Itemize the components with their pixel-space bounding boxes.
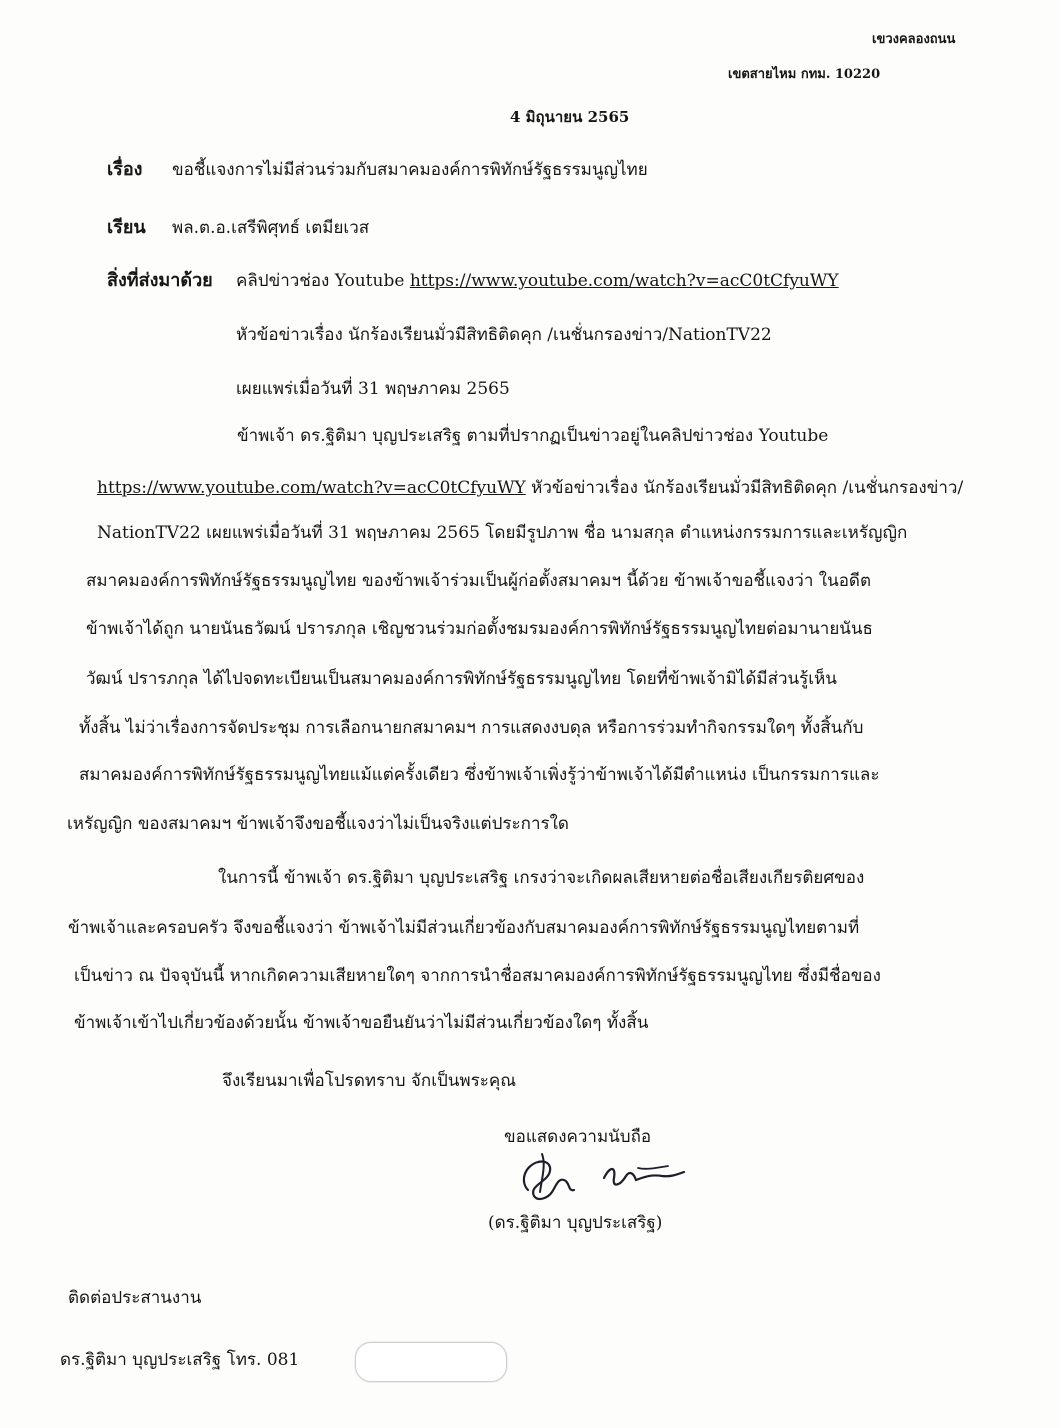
subject-text: ขอชี้แจงการไม่มีส่วนร่วมกับสมาคมองค์การพิทักษ์รัฐธรรมนูญไทย (172, 160, 648, 180)
enclosure-line-3: เผยแพร่เมื่อวันที่ 31 พฤษภาคม 2565 (236, 379, 510, 399)
para1-line-7: ทั้งสิ้น ไม่ว่าเรื่องการจัดประชุม การเลือกนายกสมาคมฯ การแสดงงบดุล หรือการร่วมทำกิจกรรมใดๆ ทั้งสิ้นกับ (79, 718, 864, 738)
para1-line-4: สมาคมองค์การพิทักษ์รัฐธรรมนูญไทย ของข้าพเจ้าร่วมเป็นผู้ก่อตั้งสมาคมฯ นี้ด้วย ข้าพเจ้าขอชี้แจงว่า ในอดีต (86, 571, 871, 591)
recipient-text: พล.ต.อ.เสรีพิศุทธ์ เตมียเวส (172, 218, 370, 238)
para2-line-1: ในการนี้ ข้าพเจ้า ดร.ฐิติมา บุญประเสริฐ เกรงว่าจะเกิดผลเสียหายต่อชื่อเสียงเกียรติยศของ (218, 868, 865, 888)
contact-line: ดร.ฐิติมา บุญประเสริฐ โทร. 081 (60, 1350, 300, 1370)
para2-line-2: ข้าพเจ้าและครอบครัว จึงขอชี้แจงว่า ข้าพเจ้าไม่มีส่วนเกี่ยวข้องกับสมาคมองค์การพิทักษ์รัฐธรรมนูญไทยตามที่ (68, 918, 860, 938)
para1-youtube-link[interactable]: https://www.youtube.com/watch?v=acC0tCfyuWY (97, 478, 526, 498)
enclosure-prefix: คลิปข่าวช่อง Youtube (236, 271, 405, 291)
closing-regards: ขอแสดงความนับถือ (504, 1127, 652, 1147)
enclosure-line-1 (236, 270, 839, 292)
para1-line-2-text: หัวข้อข่าวเรื่อง นักร้องเรียนมั่วมีสิทธิติดคุก /เนชั่นกรองข่าว/ (525, 478, 964, 498)
letter-date: 4 มิถุนายน 2565 (510, 108, 630, 126)
enclosure-youtube-link[interactable]: https://www.youtube.com/watch?v=acC0tCfyuWY (409, 271, 839, 291)
address-line-2: เขตสายไหม กทม. 10220 (728, 67, 881, 82)
para1-line-5: ข้าพเจ้าได้ถูก นายนันธวัฒน์ ปรารภกุล เชิญชวนร่วมก่อตั้งชมรมองค์การพิทักษ์รัฐธรรมนูญไทยต่อมานายนันธ (86, 619, 873, 639)
address-line-1: เขวงคลองถนน (872, 32, 956, 47)
enclosure-label: สิ่งที่ส่งมาด้วย (107, 270, 213, 291)
redaction-box (355, 1342, 507, 1382)
para2-line-4: ข้าพเจ้าเข้าไปเกี่ยวข้องด้วยนั้น ข้าพเจ้าขอยืนยันว่าไม่มีส่วนเกี่ยวข้องใดๆ ทั้งสิ้น (74, 1013, 649, 1033)
signatory-name: (ดร.ฐิติมา บุญประเสริฐ) (488, 1213, 663, 1233)
recipient-label: เรียน (107, 217, 146, 238)
contact-label: ติดต่อประสานงาน (68, 1288, 202, 1308)
closing-text: จึงเรียนมาเพื่อโปรดทราบ จักเป็นพระคุณ (222, 1071, 517, 1091)
enclosure-line-2: หัวข้อข่าวเรื่อง นักร้องเรียนมั่วมีสิทธิติดคุก /เนชั่นกรองข่าว/NationTV22 (236, 325, 772, 345)
subject-label: เรื่อง (107, 159, 143, 180)
para1-line-1: ข้าพเจ้า ดร.ฐิติมา บุญประเสริฐ ตามที่ปรากฏเป็นข่าวอยู่ในคลิปข่าวช่อง Youtube (237, 426, 829, 446)
para1-line-3: NationTV22 เผยแพร่เมื่อวันที่ 31 พฤษภาคม 2565 โดยมีรูปภาพ ชื่อ นามสกุล ตำแหน่งกรรมการและเหรัญญิก (97, 523, 908, 543)
para2-line-3: เป็นข่าว ณ ปัจจุบันนี้ หากเกิดความเสียหายใดๆ จากการนำชื่อสมาคมองค์การพิทักษ์รัฐธรรมนูญไทย ซึ่งมีชื่อของ (74, 966, 881, 986)
signature-image (512, 1148, 692, 1210)
para1-line-9: เหรัญญิก ของสมาคมฯ ข้าพเจ้าจึงขอชี้แจงว่าไม่เป็นจริงแต่ประการใด (67, 814, 569, 834)
para1-line-6: วัฒน์ ปรารภกุล ได้ไปจดทะเบียนเป็นสมาคมองค์การพิทักษ์รัฐธรรมนูญไทย โดยที่ข้าพเจ้ามิได้มีส่วนรู้เห็น (86, 669, 837, 689)
para1-line-2 (97, 477, 963, 499)
para1-line-8: สมาคมองค์การพิทักษ์รัฐธรรมนูญไทยแม้แต่ครั้งเดียว ซึ่งข้าพเจ้าเพิ่งรู้ว่าข้าพเจ้าได้มีตำแหน่ง เป็นกรรมการและ (79, 765, 880, 785)
